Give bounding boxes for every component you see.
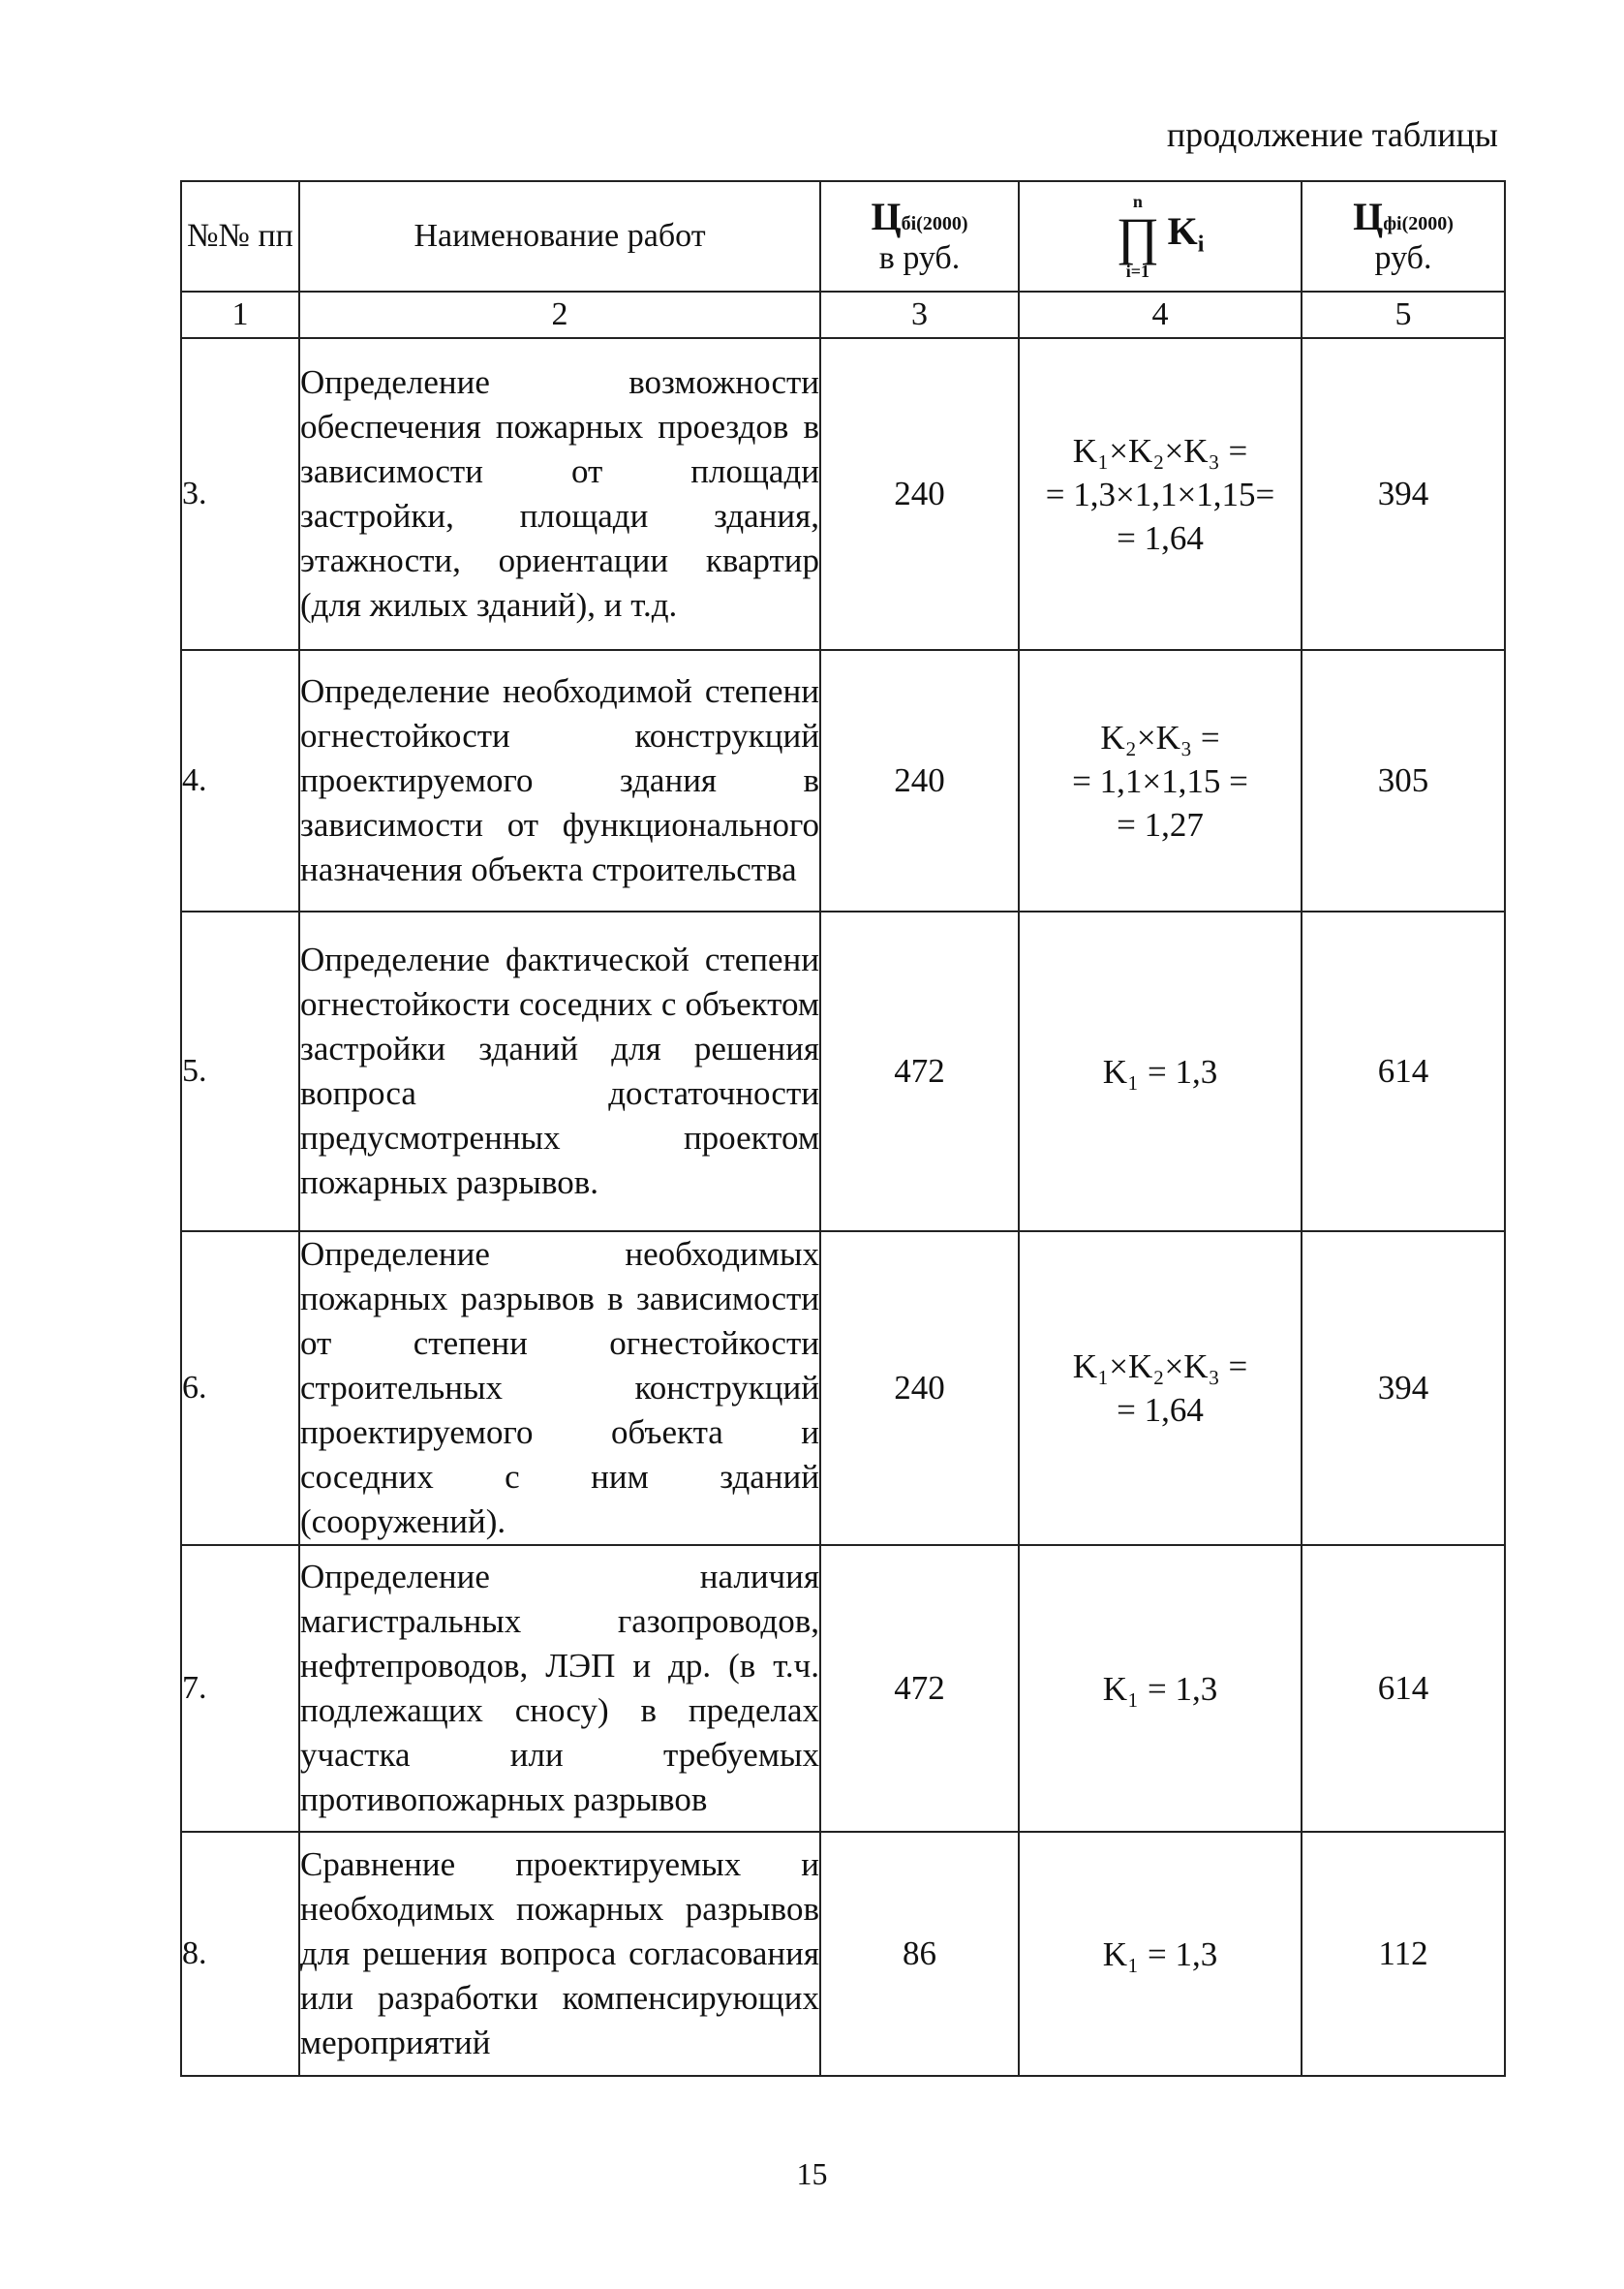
work-name: Определение фактической степени огнестойкости соседних с объектом застройки зданий для решения вопроса достаточности предусмотренных проектом пожарных разрывов. xyxy=(299,912,820,1231)
header-work-name: Наименование работ xyxy=(299,181,820,292)
row-number: 4. xyxy=(181,650,299,912)
table-row xyxy=(181,1832,1505,2076)
header-coefficient-product: n ∏ i=1 $K_i$ xyxy=(1019,181,1302,292)
coefficient: K₁×K₂×K₃ = = 1,3×1,1×1,15= = 1,64 xyxy=(1019,338,1302,650)
column-number-row xyxy=(181,292,1505,338)
column-number: 3 xyxy=(820,292,1019,338)
work-name: Определение необходимой степени огнестойкости конструкций проектируемого здания в зависимости от функционального назначения объекта строительства xyxy=(299,650,820,912)
table-row xyxy=(181,912,1505,1231)
work-name: Определение необходимых пожарных разрывов в зависимости от степени огнестойкости строительных конструкций проектируемого объекта и соседних с ним зданий (сооружений). xyxy=(299,1231,820,1545)
coefficient: K₁ = 1,3 xyxy=(1019,1832,1302,2076)
row-number: 7. xyxy=(181,1545,299,1832)
table-row xyxy=(181,650,1505,912)
row-number: 3. xyxy=(181,338,299,650)
header-base-price: Цбi(2000) в руб. xyxy=(820,181,1019,292)
final-price: 614 xyxy=(1302,1545,1505,1832)
work-name: Сравнение проектируемых и необходимых пожарных разрывов для решения вопроса согласования или разработки компенсирующих мероприятий xyxy=(299,1832,820,2076)
base-price: 472 xyxy=(820,912,1019,1231)
row-number: 5. xyxy=(181,912,299,1231)
base-price: 240 xyxy=(820,1231,1019,1545)
final-price: 394 xyxy=(1302,1231,1505,1545)
table-row xyxy=(181,338,1505,650)
column-number: 4 xyxy=(1019,292,1302,338)
table-continuation-caption: продолжение таблицы xyxy=(1166,115,1498,154)
base-price: 472 xyxy=(820,1545,1019,1832)
coefficient: K₁ = 1,3 xyxy=(1019,912,1302,1231)
column-number: 5 xyxy=(1302,292,1505,338)
column-number: 2 xyxy=(299,292,820,338)
row-number: 6. xyxy=(181,1231,299,1545)
coefficient: K₁×K₂×K₃ = = 1,64 xyxy=(1019,1231,1302,1545)
base-price: 86 xyxy=(820,1832,1019,2076)
final-price: 614 xyxy=(1302,912,1505,1231)
work-name: Определение возможности обеспечения пожарных проездов в зависимости от площади застройки, площади здания, этажности, ориентации квартир (для жилых зданий), и т.д. xyxy=(299,338,820,650)
table-row xyxy=(181,1545,1505,1832)
base-price: 240 xyxy=(820,650,1019,912)
header-final-price: Цфi(2000) руб. xyxy=(1302,181,1505,292)
work-name: Определение наличия магистральных газопроводов, нефтепроводов, ЛЭП и др. (в т.ч. подлежащих сносу) в пределах участка или требуемых противопожарных разрывов xyxy=(299,1545,820,1832)
final-price: 305 xyxy=(1302,650,1505,912)
final-price: 112 xyxy=(1302,1832,1505,2076)
table-header-row xyxy=(181,181,1505,292)
base-price: 240 xyxy=(820,338,1019,650)
page-number: 15 xyxy=(796,2156,828,2191)
product-symbol: n ∏ i=1 xyxy=(1116,192,1160,281)
price-table xyxy=(180,180,1506,2077)
table-row xyxy=(181,1231,1505,1545)
row-number: 8. xyxy=(181,1832,299,2076)
coefficient: K₂×K₃ = = 1,1×1,15 = = 1,27 xyxy=(1019,650,1302,912)
header-number: №№ пп xyxy=(181,181,299,292)
coefficient: K₁ = 1,3 xyxy=(1019,1545,1302,1832)
column-number: 1 xyxy=(181,292,299,338)
final-price: 394 xyxy=(1302,338,1505,650)
